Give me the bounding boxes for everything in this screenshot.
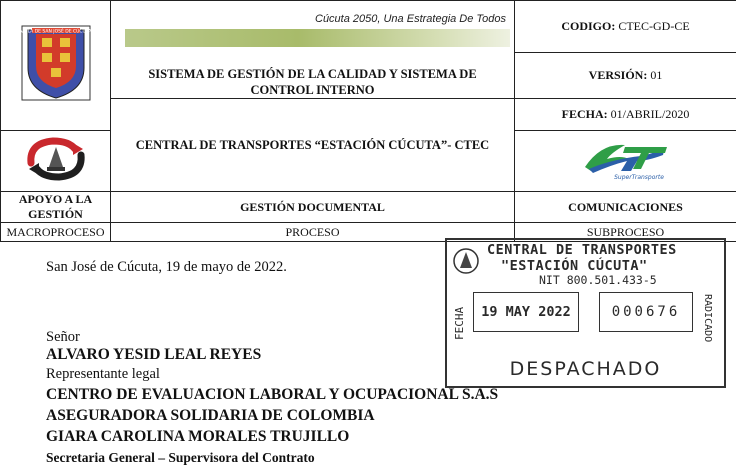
date-value: 01/ABRIL/2020 <box>610 107 690 121</box>
supertransporte-logo-icon <box>581 137 671 181</box>
stamp-emblem-icon <box>451 246 481 276</box>
supertransporte-logo-cell <box>515 131 736 192</box>
system-title-cell <box>111 1 515 99</box>
recipient-role: Representante legal <box>46 366 160 382</box>
macroprocess-value: APOYO A LA GESTIÓN <box>1 192 111 223</box>
version-cell <box>515 53 736 99</box>
subprocess-value: COMUNICACIONES <box>515 192 736 223</box>
slogan-text: Cúcuta 2050, Una Estrategia De Todos <box>315 13 506 25</box>
stamp-radicado-number: 000676 <box>599 292 693 332</box>
recipient-org2: ASEGURADORA SOLIDARIA DE COLOMBIA <box>46 407 375 424</box>
salutation: Señor <box>46 329 80 345</box>
city-shield-logo <box>1 1 111 131</box>
process-label: PROCESO <box>111 223 515 242</box>
supertransporte-caption: SuperTransporte <box>613 173 664 181</box>
process-value: GESTIÓN DOCUMENTAL <box>111 192 515 223</box>
entity-title: CENTRAL DE TRANSPORTES “ESTACIÓN CÚCUTA”- CTEC <box>111 99 515 192</box>
stamp-status: DESPACHADO <box>509 358 662 380</box>
ctec-bus-logo-icon <box>21 133 91 185</box>
slogan-bar <box>111 1 514 49</box>
recipient-person2-role: Secretaria General – Supervisora del Contrato <box>46 450 315 465</box>
date-cell <box>515 99 736 131</box>
stamp-fecha-label-box <box>451 296 467 340</box>
dispatch-stamp <box>445 238 726 388</box>
system-title: SISTEMA DE GESTIÓN DE LA CALIDAD Y SISTEMA DE CONTROL INTERNO <box>148 67 477 97</box>
stamp-line1: CENTRAL DE TRANSPORTES <box>487 242 677 258</box>
ctec-logo-cell <box>1 131 111 192</box>
shield-motto: VILLA DE SAN JOSÉ DE CÚCUTA <box>20 29 91 35</box>
place-date: San José de Cúcuta, 19 de mayo de 2022. <box>46 259 287 275</box>
city-shield-icon <box>20 24 92 102</box>
recipient-name: ALVARO YESID LEAL REYES <box>46 346 262 363</box>
subprocess-label: SUBPROCESO <box>515 223 736 242</box>
stamp-radicado-label: RADICADO <box>702 294 713 343</box>
code-value: CTEC-GD-CE <box>618 19 690 34</box>
slogan-ribbon <box>125 29 510 47</box>
stamp-fecha-label: FECHA <box>453 306 466 340</box>
version-value: 01 <box>650 68 663 83</box>
macroprocess-label: MACROPROCESO <box>1 223 111 242</box>
recipient-person2: GIARA CAROLINA MORALES TRUJILLO <box>46 428 350 445</box>
date-label: FECHA: <box>561 107 608 121</box>
stamp-radicado-label-box <box>699 292 715 352</box>
recipient-org1: CENTRO DE EVALUACION LABORAL Y OCUPACIONAL S.A.S <box>46 386 499 403</box>
code-label: CODIGO: <box>561 19 616 34</box>
version-label: VERSIÓN: <box>588 68 648 83</box>
stamp-date: 19 MAY 2022 <box>473 292 579 332</box>
code-cell <box>515 1 736 53</box>
stamp-line2: "ESTACIÓN CÚCUTA" <box>501 258 648 274</box>
stamp-nit: NIT 800.501.433-5 <box>539 273 657 287</box>
